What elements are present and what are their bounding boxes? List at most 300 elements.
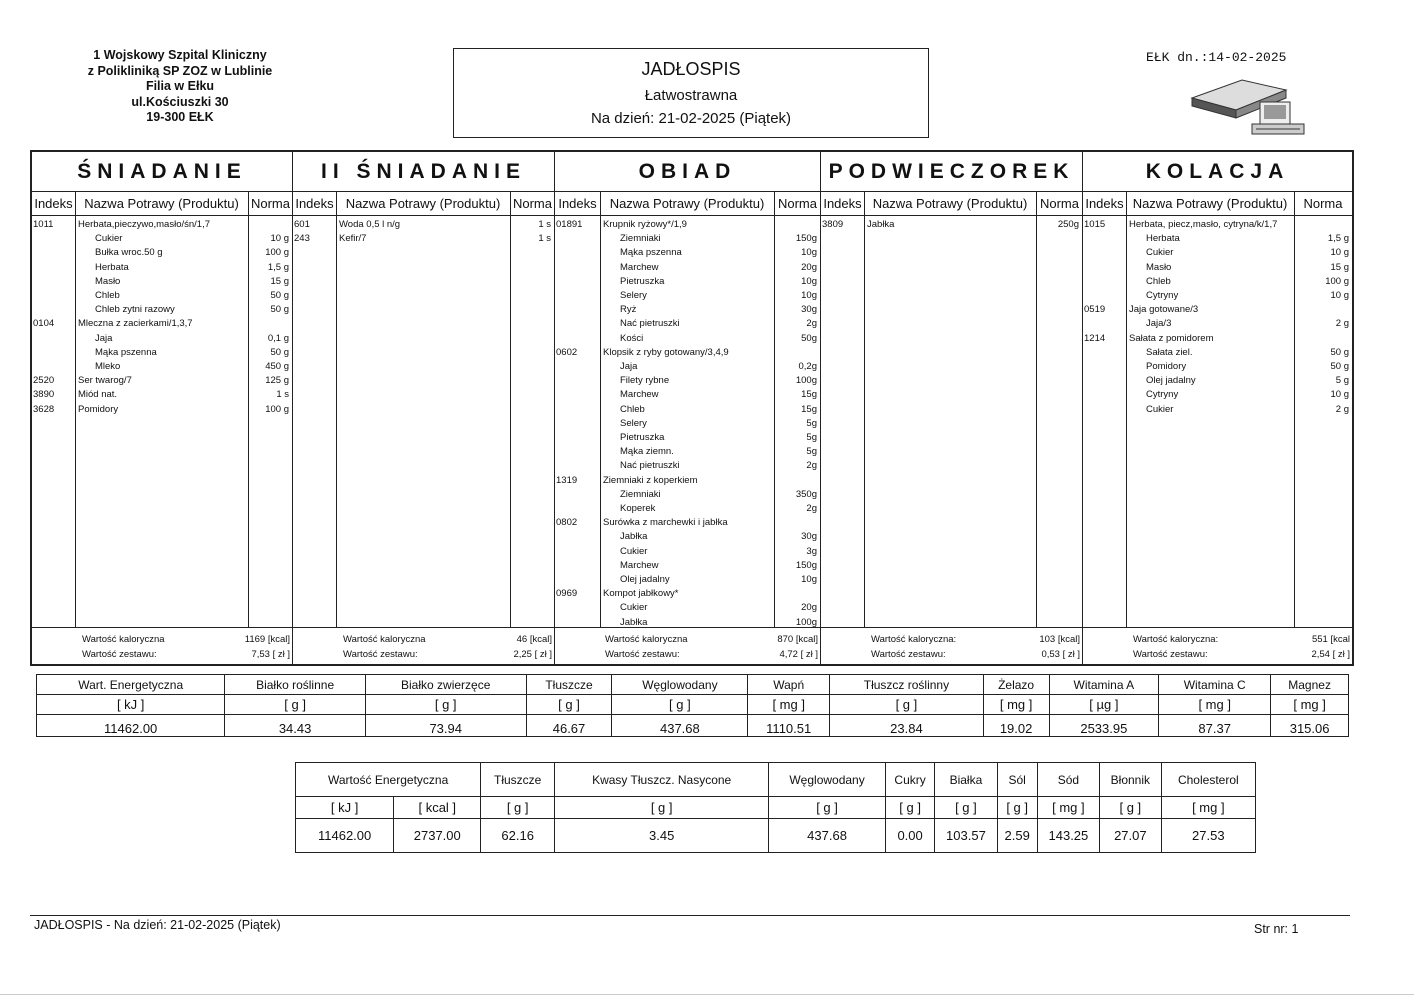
item-norm: 2g [806,460,817,472]
item-index: 3890 [33,389,55,401]
ingredient-name: Chleb zytni razowy [95,304,175,316]
dish-name: Ziemniaki z koperkiem [603,474,698,486]
menu-row [555,474,820,488]
nutrition-cell: 1110.51 [748,715,830,737]
menu-row [32,388,292,402]
nutrition-cell: [ mg ] [983,695,1049,715]
item-norm: 10g [801,275,817,287]
menu-row [1083,289,1352,303]
menu-row [1083,232,1352,246]
nutrition-cell: [ g ] [885,797,934,819]
column-divider [864,192,865,628]
ingredient-name: Mąka ziemn. [620,446,674,458]
menu-row [1083,332,1352,346]
ingredient-name: Nać pietruszki [620,460,680,472]
calorie-value: 1169 [kcal] [244,634,290,645]
nutrition-cell: [ g ] [612,695,748,715]
nutrition-cell: Białko zwierzęce [365,675,526,695]
item-norm: 50 g [270,304,289,316]
nutrition-cell: [ kJ ] [296,797,394,819]
item-index: 1015 [1084,219,1106,230]
menu-row [1083,317,1352,331]
calorie-label: Wartość kaloryczna: [871,634,957,645]
item-norm: 100g [795,616,817,628]
menu-row [555,601,820,615]
menu-row [821,218,1082,232]
calorie-value: 103 [kcal] [1039,634,1080,645]
nutrition-cell: 46.67 [526,715,612,737]
ingredient-name: Cukier [1146,403,1174,415]
nutrition-cell: 2.59 [997,819,1037,853]
nutrition-cell: Magnez [1271,675,1349,695]
nutrition-cell: 143.25 [1037,819,1099,853]
column-header-name: Nazwa Potrawy (Produktu) [864,192,1036,216]
menu-row [1083,374,1352,388]
menu-row [32,275,292,289]
column-header-norm: Norma [248,192,293,216]
nutrition-cell: 103.57 [935,819,997,853]
item-norm: 10 g [270,233,289,245]
ingredient-name: Olej jadalny [1146,375,1196,387]
dish-name: Surówka z marchewki i jabłka [603,517,728,529]
menu-row [1083,388,1352,402]
item-norm: 50 g [1330,346,1349,358]
nutrition-cell: [ µg ] [1049,695,1159,715]
menu-row [555,261,820,275]
column-header-index: Indeks [1083,192,1126,216]
item-norm: 10 g [1330,389,1349,401]
calorie-label: Wartość kaloryczna [82,634,165,645]
menu-row [555,403,820,417]
ingredient-name: Cukier [620,602,648,614]
nutrition-cell: [ kJ ] [37,695,225,715]
menu-row [32,332,292,346]
dish-name: Pomidory [78,403,119,415]
item-norm: 5 g [1335,375,1349,387]
ingredient-name: Selery [620,417,647,429]
ingredient-name: Cytryny [1146,389,1179,401]
column-header-name: Nazwa Potrawy (Produktu) [600,192,774,216]
item-norm: 20g [801,261,817,273]
column-header-index: Indeks [32,192,75,216]
ingredient-name: Ryż [620,304,637,316]
item-norm: 0,1 g [267,332,289,344]
column-divider [510,192,511,628]
nutrition-cell: 11462.00 [296,819,394,853]
footer-divider [30,915,1350,916]
dish-name: Miód nat. [78,389,118,401]
dish-name: Herbata,pieczywo,masło/śn/1,7 [78,219,211,230]
ingredient-name: Koperek [620,503,656,514]
item-norm: 30g [801,304,817,316]
calorie-label: Wartość kaloryczna [605,634,688,645]
nutrition-cell: Tłuszcze [481,763,555,797]
nutrition-cell: Błonnik [1100,763,1162,797]
nutrition-cell: Białko roślinne [225,675,366,695]
menu-row [555,488,820,502]
cost-label: Wartość zestawu: [605,649,680,660]
menu-row [555,616,820,630]
nutrition-cell: [ g ] [555,797,769,819]
nutrition-cell: Cukry [885,763,934,797]
ingredient-name: Ziemniaki [620,488,661,500]
meal-section [821,152,1083,664]
menu-row [555,573,820,587]
calorie-label: Wartość kaloryczna: [1133,634,1219,645]
item-norm: 2 g [1335,318,1349,330]
item-index: 01891 [556,219,583,230]
menu-row [555,559,820,573]
dish-name: Mleczna z zacierkami/1,3,7 [78,318,193,330]
cost-value: 7,53 [ zł ] [251,649,290,660]
menu-row [555,374,820,388]
menu-row [555,587,820,601]
nutrition-cell: 2737.00 [394,819,481,853]
ingredient-name: Jabłka [620,531,648,543]
nutrition-cell: Węglowodany [612,675,748,695]
nutrition-cell: Kwasy Tłuszcz. Nasycone [555,763,769,797]
column-header-index: Indeks [821,192,864,216]
column-divider [336,192,337,628]
menu-row [555,332,820,346]
nutrition-cell: Żelazo [983,675,1049,695]
column-header-name: Nazwa Potrawy (Produktu) [1126,192,1294,216]
nutrition-row-values [37,715,1349,737]
item-norm: 15g [801,403,817,415]
item-norm: 50 g [270,346,289,358]
nutrition-row-headers [296,763,1256,797]
page-edge [0,994,1414,995]
item-norm: 15 g [270,275,289,287]
nutrition-cell: Wart. Energetyczna [37,675,225,695]
nutrition-cell: 3.45 [555,819,769,853]
dish-name: Ser twarog/7 [78,375,132,387]
menu-row [32,261,292,275]
meal-section [1083,152,1352,664]
nutrition-cell: [ mg ] [1037,797,1099,819]
item-norm: 350g [795,488,817,500]
item-norm: 15 g [1330,261,1349,273]
item-index: 3628 [33,403,55,415]
menu-row [1083,246,1352,260]
calorie-value: 46 [kcal] [516,634,552,645]
meal-title: ŚNIADANIE [32,152,292,192]
nutrition-cell: [ g ] [526,695,612,715]
book-computer-illustration [1190,76,1308,138]
nutrition-table-primary [36,674,1349,737]
dish-name: Krupnik ryżowy*/1,9 [603,219,687,230]
meal-section [555,152,821,664]
nutrition-cell: Węglowodany [769,763,886,797]
menu-row [555,417,820,431]
item-index: 243 [294,233,310,245]
nutrition-cell: 23.84 [830,715,984,737]
nutrition-row-headers [37,675,1349,695]
menu-row [32,289,292,303]
ingredient-name: Mleko [95,361,121,372]
menu-row [555,516,820,530]
summary-divider [1083,627,1352,628]
item-norm: 150g [795,233,817,245]
issue-date: EŁK dn.:14-02-2025 [1146,50,1287,65]
nutrition-cell: Wapń [748,675,830,695]
menu-row [32,232,292,246]
nutrition-cell: [ g ] [769,797,886,819]
item-norm: 15g [801,389,817,401]
nutrition-cell: 73.94 [365,715,526,737]
nutrition-cell: Białka [935,763,997,797]
nutrition-cell: Cholesterol [1161,763,1255,797]
menu-row [32,374,292,388]
item-index: 601 [294,219,310,230]
item-norm: 2g [806,503,817,514]
menu-row [555,445,820,459]
cost-value: 0,53 [ zł ] [1041,649,1080,660]
nutrition-cell: 34.43 [225,715,366,737]
nutrition-cell: [ g ] [935,797,997,819]
nutrition-cell: 27.53 [1161,819,1255,853]
menu-row [555,431,820,445]
ingredient-name: Marchew [620,389,659,401]
meals-table [30,150,1354,666]
nutrition-cell: Witamina C [1159,675,1271,695]
ingredient-name: Jabłka [620,616,648,628]
item-norm: 10g [801,574,817,585]
column-header-norm: Norma [774,192,821,216]
dish-name: Jaja gotowane/3 [1129,304,1199,316]
ingredient-name: Pomidory [1146,361,1187,372]
item-norm: 5g [806,446,817,458]
menu-row [1083,346,1352,360]
ingredient-name: Ziemniaki [620,233,661,245]
item-index: 1011 [33,219,54,230]
nutrition-cell: [ g ] [365,695,526,715]
column-header-norm: Norma [510,192,555,216]
ingredient-name: Masło [1146,261,1172,273]
meal-title: PODWIECZOREK [821,152,1082,192]
ingredient-name: Chleb [1146,275,1171,287]
hospital-line: 19-300 EŁK [146,110,214,124]
item-norm: 10g [801,290,817,301]
item-norm: 50 g [270,290,289,301]
item-norm: 10g [801,247,817,259]
ingredient-name: Kości [620,332,644,344]
dish-name: Woda 0,5 l n/g [339,219,401,230]
calorie-value: 551 [kcal [1311,634,1350,645]
nutrition-cell: 0.00 [885,819,934,853]
item-norm: 100g [795,375,817,387]
summary-divider [32,627,292,628]
ingredient-name: Marchew [620,559,659,571]
meal-title: OBIAD [555,152,820,192]
menu-row [555,303,820,317]
item-norm: 10 g [1330,247,1349,259]
nutrition-row-values [296,819,1256,853]
item-index: 0519 [1084,304,1106,316]
column-divider [1036,192,1037,628]
footer-title: JADŁOSPIS - Na dzień: 21-02-2025 (Piątek) [34,918,281,932]
menu-row [555,459,820,473]
dish-name: Herbata, piecz,masło, cytryna/k/1,7 [1129,219,1278,230]
ingredient-name: Marchew [620,261,659,273]
cost-value: 2,54 [ zł ] [1311,649,1350,660]
cost-label: Wartość zestawu: [343,649,418,660]
item-norm: 2g [806,318,817,330]
item-index: 0602 [556,346,578,358]
meal-title: II ŚNIADANIE [293,152,554,192]
menu-row [1083,403,1352,417]
nutrition-row-units [37,695,1349,715]
nutrition-cell: 315.06 [1271,715,1349,737]
hospital-address [60,48,300,126]
ingredient-name: Olej jadalny [620,574,670,585]
cost-label: Wartość zestawu: [82,649,157,660]
item-norm: 1,5 g [267,261,289,273]
menu-row [555,530,820,544]
summary-divider [821,627,1082,628]
hospital-line: 1 Wojskowy Szpital Kliniczny [93,48,267,62]
nutrition-row-units [296,797,1256,819]
menu-row [32,317,292,331]
nutrition-table-secondary [295,762,1256,853]
item-norm: 250g [1057,219,1079,230]
calorie-label: Wartość kaloryczna [343,634,426,645]
nutrition-cell: 437.68 [612,715,748,737]
menu-row [555,360,820,374]
ingredient-name: Masło [95,275,121,287]
menu-row [293,218,554,232]
nutrition-cell: 87.37 [1159,715,1271,737]
item-norm: 450 g [265,361,289,372]
nutrition-cell: Witamina A [1049,675,1159,695]
menu-row [1083,261,1352,275]
ingredient-name: Cukier [1146,247,1174,259]
menu-row [555,545,820,559]
page-number: Str nr: 1 [1254,922,1299,936]
menu-row [555,232,820,246]
item-norm: 1 s [538,219,551,230]
hospital-line: z Polikliniką SP ZOZ w Lublinie [87,63,273,78]
cost-label: Wartość zestawu: [871,649,946,660]
dish-name: Klopsik z ryby gotowany/3,4,9 [603,346,729,358]
menu-row [1083,275,1352,289]
meal-section [32,152,293,664]
item-norm: 2 g [1335,403,1349,415]
ingredient-name: Filety rybne [620,375,670,387]
ingredient-name: Mąka pszenna [95,346,157,358]
menu-row [1083,303,1352,317]
ingredient-name: Bułka wroc.50 g [95,247,163,259]
menu-row [555,388,820,402]
nutrition-cell: [ g ] [225,695,366,715]
diet-name: Łatwostrawna [644,87,738,104]
item-index: 2520 [33,375,55,387]
ingredient-name: Chleb [620,403,645,415]
ingredient-name: Pietruszka [620,275,665,287]
item-index: 0802 [556,517,578,529]
menu-row [32,246,292,260]
item-norm: 100 g [265,403,289,415]
item-norm: 50 g [1330,361,1349,372]
ingredient-name: Jaja/3 [1146,318,1172,330]
ingredient-name: Herbata [95,261,129,273]
menu-row [555,218,820,232]
menu-row [293,232,554,246]
column-header-norm: Norma [1294,192,1352,216]
item-norm: 20g [801,602,817,614]
calorie-value: 870 [kcal] [777,634,818,645]
menu-row [555,502,820,516]
item-norm: 1,5 g [1327,233,1349,245]
nutrition-cell: [ kcal ] [394,797,481,819]
ingredient-name: Nać pietruszki [620,318,680,330]
document-title: JADŁOSPIS [641,59,741,79]
item-norm: 50g [801,332,817,344]
nutrition-cell: [ mg ] [748,695,830,715]
cost-value: 2,25 [ zł ] [513,649,552,660]
item-index: 0104 [33,318,55,330]
item-norm: 125 g [265,375,289,387]
nutrition-cell: [ g ] [830,695,984,715]
menu-row [32,360,292,374]
item-norm: 3g [806,545,817,557]
menu-date: Na dzień: 21-02-2025 (Piątek) [590,110,792,127]
nutrition-cell: Sód [1037,763,1099,797]
title-box [453,48,929,138]
menu-row [32,403,292,417]
ingredient-name: Jaja [95,332,113,344]
dish-name: Sałata z pomidorem [1129,332,1214,344]
summary-divider [293,627,554,628]
column-header-name: Nazwa Potrawy (Produktu) [336,192,510,216]
nutrition-cell: Tłuszcz roślinny [830,675,984,695]
ingredient-name: Jaja [620,361,638,372]
nutrition-cell: [ g ] [997,797,1037,819]
menu-row [555,275,820,289]
nutrition-cell: 62.16 [481,819,555,853]
menu-row [32,218,292,232]
menu-row [1083,360,1352,374]
menu-row [555,317,820,331]
item-norm: 150g [795,559,817,571]
ingredient-name: Mąka pszenna [620,247,682,259]
nutrition-cell: 437.68 [769,819,886,853]
item-norm: 100 g [265,247,289,259]
item-index: 1319 [556,474,578,486]
cost-value: 4,72 [ zł ] [779,649,818,660]
menu-row [555,246,820,260]
dish-name: Kompot jabłkowy* [603,588,679,600]
nutrition-cell: [ g ] [481,797,555,819]
item-norm: 5g [806,432,817,443]
item-norm: 100 g [1325,275,1349,287]
hospital-line: ul.Kościuszki 30 [131,94,229,109]
dish-name: Jabłka [867,219,895,230]
nutrition-cell: Wartość Energetyczna [296,763,481,797]
ingredient-name: Selery [620,290,647,301]
column-header-norm: Norma [1036,192,1083,216]
menu-row [32,346,292,360]
dish-name: Kefir/7 [339,233,367,245]
column-header-index: Indeks [293,192,336,216]
nutrition-cell: [ mg ] [1161,797,1255,819]
item-norm: 5g [806,417,817,429]
menu-row [555,346,820,360]
item-norm: 1 s [276,389,289,401]
menu-row [32,303,292,317]
item-index: 3809 [822,219,844,230]
nutrition-cell: Tłuszcze [526,675,612,695]
